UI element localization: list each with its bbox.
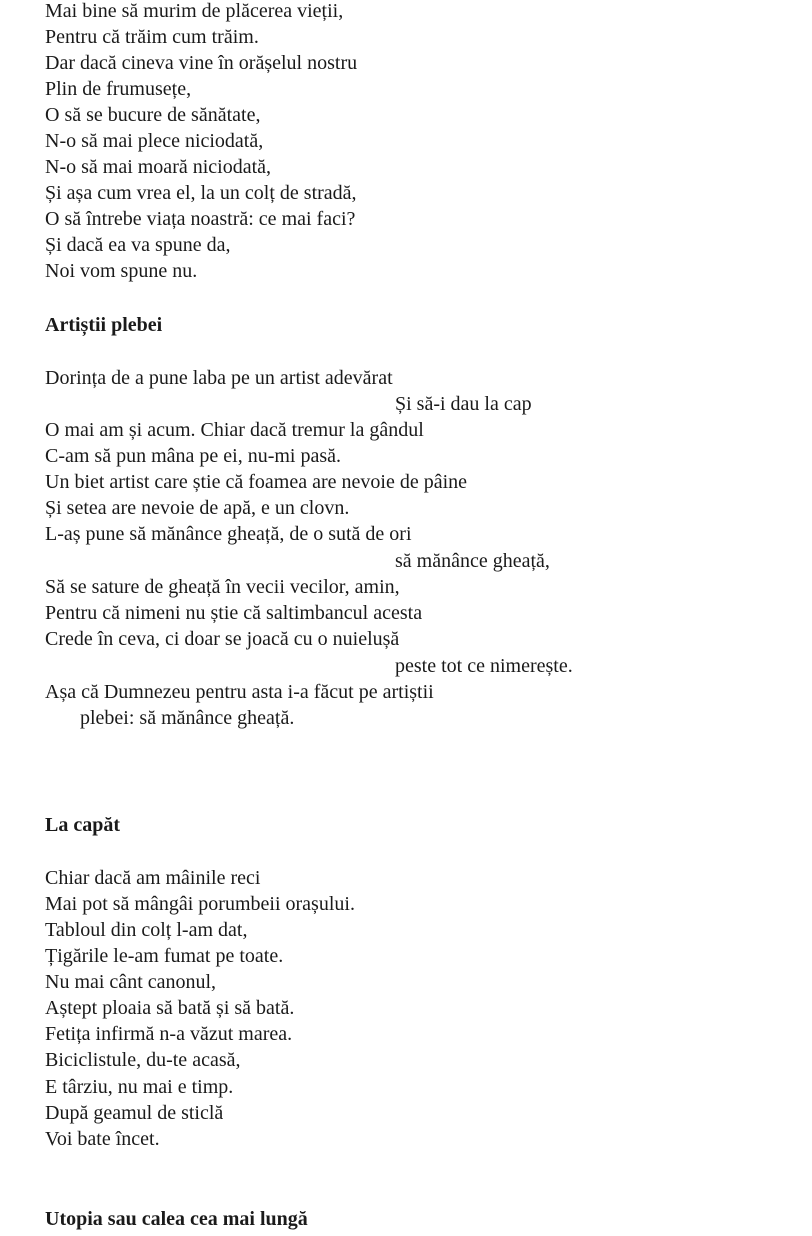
poem-line: Chiar dacă am mâinile reci <box>45 867 261 889</box>
poem-line: Fetița infirmă n-a văzut marea. <box>45 1023 293 1045</box>
poem-line: O să se bucure de sănătate, <box>45 104 261 126</box>
poem-line: N-o să mai plece niciodată, <box>45 130 264 152</box>
poem-line: E târziu, nu mai e timp. <box>45 1076 234 1098</box>
poem-line: Plin de frumusețe, <box>45 78 192 100</box>
poem-line: C-am să pun mâna pe ei, nu-mi pasă. <box>45 445 342 467</box>
poem-line-indented: peste tot ce nimerește. <box>395 655 573 677</box>
poem-line: Un biet artist care știe că foamea are nevoie de pâine <box>45 471 468 493</box>
poem-line: Țigările le-am fumat pe toate. <box>45 945 284 967</box>
poem-line: Dorința de a pune laba pe un artist adevărat <box>45 367 393 389</box>
poem-line: O să întrebe viața noastră: ce mai faci? <box>45 208 356 230</box>
poem-line: Aștept ploaia să bată și să bată. <box>45 997 295 1019</box>
poem-line: Și așa cum vrea el, la un colț de stradă, <box>45 182 357 204</box>
poem-line: Pentru că trăim cum trăim. <box>45 26 259 48</box>
poem-line: Noi vom spune nu. <box>45 260 198 282</box>
poem-line: Biciclistule, du-te acasă, <box>45 1049 241 1071</box>
poem-line: Dar dacă cineva vine în orășelul nostru <box>45 52 358 74</box>
poem-title: Artiștii plebei <box>45 314 163 336</box>
poem-line-indented: plebei: să mănânce gheață. <box>80 707 295 729</box>
poem-line: L-aș pune să mănânce gheață, de o sută de ori <box>45 523 412 545</box>
poem-line: Voi bate încet. <box>45 1128 160 1150</box>
poem-line: Mai pot să mângâi porumbeii orașului. <box>45 893 355 915</box>
poem-line: Și dacă ea va spune da, <box>45 234 231 256</box>
poem-line: Crede în ceva, ci doar se joacă cu o nuielușă <box>45 628 400 650</box>
poem-line: Tabloul din colț l-am dat, <box>45 919 248 941</box>
poem-line: Pentru că nimeni nu știe că saltimbancul acesta <box>45 602 423 624</box>
poem-line: După geamul de sticlă <box>45 1102 224 1124</box>
poem-line-indented: Și să-i dau la cap <box>395 393 532 415</box>
poem-title: La capăt <box>45 814 120 836</box>
poem-title: Utopia sau calea cea mai lungă <box>45 1208 308 1230</box>
poem-line-indented: să mănânce gheață, <box>395 550 550 572</box>
poem-line: Mai bine să murim de plăcerea vieții, <box>45 0 344 22</box>
poem-line: Așa că Dumnezeu pentru asta i-a făcut pe artiștii <box>45 681 434 703</box>
poem-line: Și setea are nevoie de apă, e un clovn. <box>45 497 350 519</box>
poem-line: Să se sature de gheață în vecii vecilor, amin, <box>45 576 400 598</box>
poem-line: N-o să mai moară niciodată, <box>45 156 272 178</box>
poem-line: O mai am și acum. Chiar dacă tremur la gândul <box>45 419 424 441</box>
poem-line: Nu mai cânt canonul, <box>45 971 217 993</box>
